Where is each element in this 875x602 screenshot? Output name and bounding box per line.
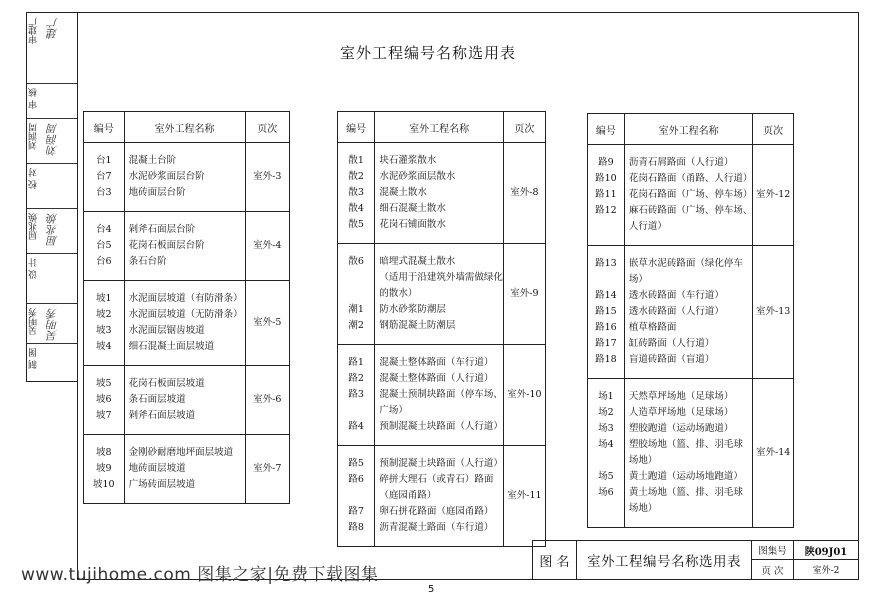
item-code: 坡5: [96, 378, 112, 389]
item-name: 塑胶跑道（运动场跑道）: [628, 423, 734, 434]
item-code: 路16: [595, 322, 617, 333]
item-code: 路1: [348, 357, 364, 368]
item-name: 水泥面层锯齿坡道: [128, 325, 205, 336]
item-code: [338, 270, 374, 286]
item-name: 花岗石板面层坡道: [128, 378, 205, 389]
item-code: [338, 403, 374, 419]
signature-role-label: 吴明秀: [29, 308, 39, 335]
item-name: 场地）: [628, 455, 658, 466]
item-page-ref: 室外-10: [503, 345, 545, 446]
col-header-page: 页次: [503, 112, 545, 143]
item-name: 碎拼大理石（或青石）路面: [379, 474, 494, 485]
item-name: 水泥面层坡道（无防滑条）: [128, 309, 243, 320]
col-header-page: 页次: [245, 112, 289, 143]
item-code: [588, 272, 624, 288]
item-code: 场6: [598, 487, 614, 498]
item-name: 水泥砂浆面层散水: [379, 171, 456, 182]
col-header-page: 页次: [753, 114, 794, 145]
item-name: （适用于沿建筑外墙需做绿化: [379, 272, 503, 283]
item-codes: [84, 281, 125, 366]
item-code: 路8: [348, 522, 364, 533]
item-code: [588, 453, 624, 469]
item-names: [624, 379, 753, 528]
item-name: 广场砖面层坡道: [128, 479, 196, 490]
item-name: 金刚砂耐磨地坪面层坡道: [128, 447, 234, 458]
item-code: 路2: [348, 373, 364, 384]
item-code: 坡2: [96, 309, 112, 320]
item-name: 植草格路面: [628, 322, 677, 333]
title-block-page-number: 室外-2: [812, 566, 840, 576]
item-name: 卵石拼花路面（庭园甬路）: [379, 506, 494, 517]
item-name: 沥青石屑路面（人行道）: [628, 157, 734, 168]
item-code: 坡6: [96, 394, 112, 405]
signature-role-label: 屈兆焕: [29, 213, 39, 240]
item-code: 台5: [96, 240, 112, 251]
item-code: 散2: [348, 171, 364, 182]
catalog-table-1: [83, 111, 290, 504]
item-code: 坡3: [96, 325, 112, 336]
signature-cell: [27, 343, 77, 381]
table-row: [338, 143, 546, 244]
table-row: [338, 345, 546, 446]
watermark-text: www.tujihome.com 图集之家|免费下载图集: [21, 565, 379, 585]
signature-cell: [27, 303, 77, 343]
item-codes: [338, 143, 375, 244]
item-code: 路15: [595, 306, 617, 317]
item-page-ref: 室外-5: [245, 281, 289, 366]
item-codes: [84, 435, 125, 504]
item-name: 剁斧石面层台阶: [128, 224, 196, 235]
signature-text: 吴明秀: [46, 308, 59, 341]
signature-role-label: 审 核: [29, 88, 39, 109]
item-names: [375, 345, 504, 446]
catalog-table-3: [587, 113, 794, 528]
col-header-name: 室外工程名称: [124, 112, 245, 143]
item-name: 广场）: [379, 405, 408, 416]
item-codes: [338, 244, 375, 345]
item-name: 花岗石铺面散水: [379, 219, 446, 230]
item-code: 路17: [595, 338, 617, 349]
item-codes: [84, 366, 125, 435]
item-page-ref: 室外-9: [503, 244, 545, 345]
item-page-ref: 室外-12: [753, 145, 794, 246]
item-code: 散6: [348, 256, 364, 267]
table-row: [84, 212, 290, 281]
item-code: 台6: [96, 256, 112, 267]
col-header-code: 编号: [84, 112, 125, 143]
title-block-atlas-number: 陕09J01: [794, 541, 858, 560]
signature-cell: [27, 118, 77, 163]
item-codes: [588, 145, 625, 246]
item-name: 预制混凝土块路面（人行道）: [379, 421, 503, 432]
item-name: 麻石砖路面（广场、停车场、: [628, 205, 753, 216]
item-name: 透水砖路面（车行道）: [628, 290, 724, 301]
item-code: 散3: [348, 187, 364, 198]
item-code: 场4: [598, 439, 614, 450]
item-name: 透水砖路面（人行道）: [628, 306, 724, 317]
item-code: [338, 488, 374, 504]
item-code: 路10: [595, 173, 617, 184]
item-code: 场1: [598, 391, 614, 402]
item-code: [588, 501, 624, 517]
item-name: 预制混凝土块路面（人行道）: [379, 458, 503, 469]
item-name: 暗埋式混凝土散水: [379, 256, 456, 267]
item-name: 块石灌浆散水: [379, 155, 437, 166]
item-names: [124, 366, 245, 435]
item-name: 的散水）: [379, 288, 418, 299]
item-page-ref: 室外-4: [245, 212, 289, 281]
item-code: 台3: [96, 187, 112, 198]
item-code: 路18: [595, 354, 617, 365]
item-code: 潮1: [348, 304, 364, 315]
item-code: 路3: [348, 389, 364, 400]
item-names: [624, 145, 753, 246]
item-code: 路7: [348, 506, 364, 517]
signature-strip: [26, 12, 78, 382]
item-code: 潮2: [348, 320, 364, 331]
item-page-ref: 室外-13: [753, 246, 794, 379]
item-page-ref: 室外-8: [503, 143, 545, 244]
item-name: （庭园甬路）: [379, 490, 437, 501]
item-name: 条石面层坡道: [128, 394, 186, 405]
item-codes: [588, 246, 625, 379]
item-name: 花岗石路面（广场、停车场）: [628, 189, 753, 200]
table-row: [338, 446, 546, 547]
table-row: [84, 435, 290, 504]
item-names: [375, 143, 504, 244]
title-block-name-label: 图 名: [533, 541, 577, 579]
item-name: 场）: [628, 274, 648, 285]
table-row: [588, 145, 794, 246]
item-code: 坡1: [96, 293, 112, 304]
item-name: 黄土场地（篮、排、羽毛球: [628, 487, 743, 498]
item-name: 地砖面层坡道: [128, 463, 186, 474]
col-header-code: 编号: [338, 112, 375, 143]
item-name: 细石混凝土面层坡道: [128, 341, 215, 352]
item-code: 路9: [598, 157, 614, 168]
item-codes: [338, 345, 375, 446]
item-name: 水泥砂浆面层台阶: [128, 171, 205, 182]
signature-role-label: 审建广: [29, 17, 39, 44]
item-name: 黄土跑道（运动场地跑道）: [628, 471, 743, 482]
title-block-page-label: 页 次: [752, 560, 794, 579]
signature-cell: [27, 13, 77, 83]
table-row: [84, 143, 290, 212]
item-code: 台4: [96, 224, 112, 235]
item-names: [124, 212, 245, 281]
item-code: 坡8: [96, 447, 112, 458]
item-code: 散5: [348, 219, 364, 230]
item-codes: [588, 379, 625, 528]
item-names: [624, 246, 753, 379]
item-code: 场5: [598, 471, 614, 482]
item-name: 条石台阶: [128, 256, 167, 267]
item-name: 人造草坪场地（足球场）: [628, 407, 734, 418]
item-name: 盲道砖路面（盲道）: [628, 354, 715, 365]
signature-role-label: 设 计: [29, 258, 39, 279]
item-name: 嵌草水泥砖路面（绿化停车: [628, 258, 743, 269]
item-code: 路4: [348, 421, 364, 432]
signature-text: 刘润周: [46, 123, 59, 156]
signature-role-label: 刘润周: [29, 123, 39, 150]
item-code: 散4: [348, 203, 364, 214]
title-block-drawing-name: 室外工程编号名称选用表: [577, 541, 752, 579]
item-name: 塑胶场地（篮、排、羽毛球: [628, 439, 743, 450]
signature-role-label: 制 图: [29, 348, 39, 369]
item-code: 散1: [348, 155, 364, 166]
signature-text: 屈兆焕: [46, 213, 59, 246]
item-code: 坡10: [93, 479, 115, 490]
item-page-ref: 室外-11: [503, 446, 545, 547]
col-header-name: 室外工程名称: [624, 114, 753, 145]
item-name: 混凝土台阶: [128, 155, 177, 166]
item-page-ref: 室外-14: [753, 379, 794, 528]
item-name: 混凝土散水: [379, 187, 427, 198]
item-code: 坡4: [96, 341, 112, 352]
item-name: 细石混凝土散水: [379, 203, 446, 214]
item-code: [338, 286, 374, 302]
item-name: 混凝土整体路面（人行道）: [379, 373, 494, 384]
item-page-ref: 室外-3: [245, 143, 289, 212]
signature-text: 建广: [46, 17, 59, 39]
item-name: 沥青混凝土路面（车行道）: [379, 522, 494, 533]
item-codes: [338, 446, 375, 547]
signature-cell: [27, 163, 77, 208]
page-title: 室外工程编号名称选用表: [340, 44, 517, 62]
table-row: [588, 246, 794, 379]
item-code: 坡7: [96, 410, 112, 421]
signature-role-label: 校 对: [29, 168, 39, 189]
item-name: 防水砂浆防潮层: [379, 304, 446, 315]
item-code: 路11: [595, 189, 617, 200]
item-page-ref: 室外-6: [245, 366, 289, 435]
item-code: 场3: [598, 423, 614, 434]
item-names: [124, 143, 245, 212]
item-name: 混凝土整体路面（车行道）: [379, 357, 494, 368]
col-header-code: 编号: [588, 114, 625, 145]
table-row: [338, 244, 546, 345]
item-name: 混凝土预制块路面（停车场、: [379, 389, 503, 400]
item-code: 台7: [96, 171, 112, 182]
item-code: 路14: [595, 290, 617, 301]
item-names: [375, 244, 504, 345]
item-codes: [84, 212, 125, 281]
catalog-table-2: [337, 111, 546, 547]
item-names: [124, 281, 245, 366]
signature-cell: [27, 208, 77, 253]
item-code: 路13: [595, 258, 617, 269]
item-code: 路5: [348, 458, 364, 469]
title-block: [532, 540, 859, 580]
item-code: 台1: [96, 155, 112, 166]
table-row: [84, 366, 290, 435]
item-name: 花岗石板面层台阶: [128, 240, 205, 251]
signature-cell: [27, 253, 77, 303]
item-code: 路6: [348, 474, 364, 485]
col-header-name: 室外工程名称: [375, 112, 504, 143]
title-block-atlas-label: 图集号: [752, 541, 794, 560]
table-row: [84, 281, 290, 366]
item-codes: [84, 143, 125, 212]
item-name: 场地）: [628, 503, 658, 514]
item-names: [124, 435, 245, 504]
page-number: 5: [428, 584, 435, 595]
item-name: 钢筋混凝土防潮层: [379, 320, 456, 331]
item-code: 坡9: [96, 463, 112, 474]
item-name: 水泥面层坡道（有防滑条）: [128, 293, 243, 304]
item-name: 缸砖路面（人行道）: [628, 338, 715, 349]
table-row: [588, 379, 794, 528]
signature-cell: [27, 83, 77, 118]
item-name: 天然草坪场地（足球场）: [628, 391, 734, 402]
item-names: [375, 446, 504, 547]
item-code: 场2: [598, 407, 614, 418]
item-name: 地砖面层台阶: [128, 187, 186, 198]
item-name: 花岗石路面（甬路、人行道）: [628, 173, 753, 184]
item-name: 剁斧石面层坡道: [128, 410, 196, 421]
item-code: [588, 219, 624, 235]
item-page-ref: 室外-7: [245, 435, 289, 504]
item-name: 人行道）: [628, 221, 667, 232]
item-code: 路12: [595, 205, 617, 216]
